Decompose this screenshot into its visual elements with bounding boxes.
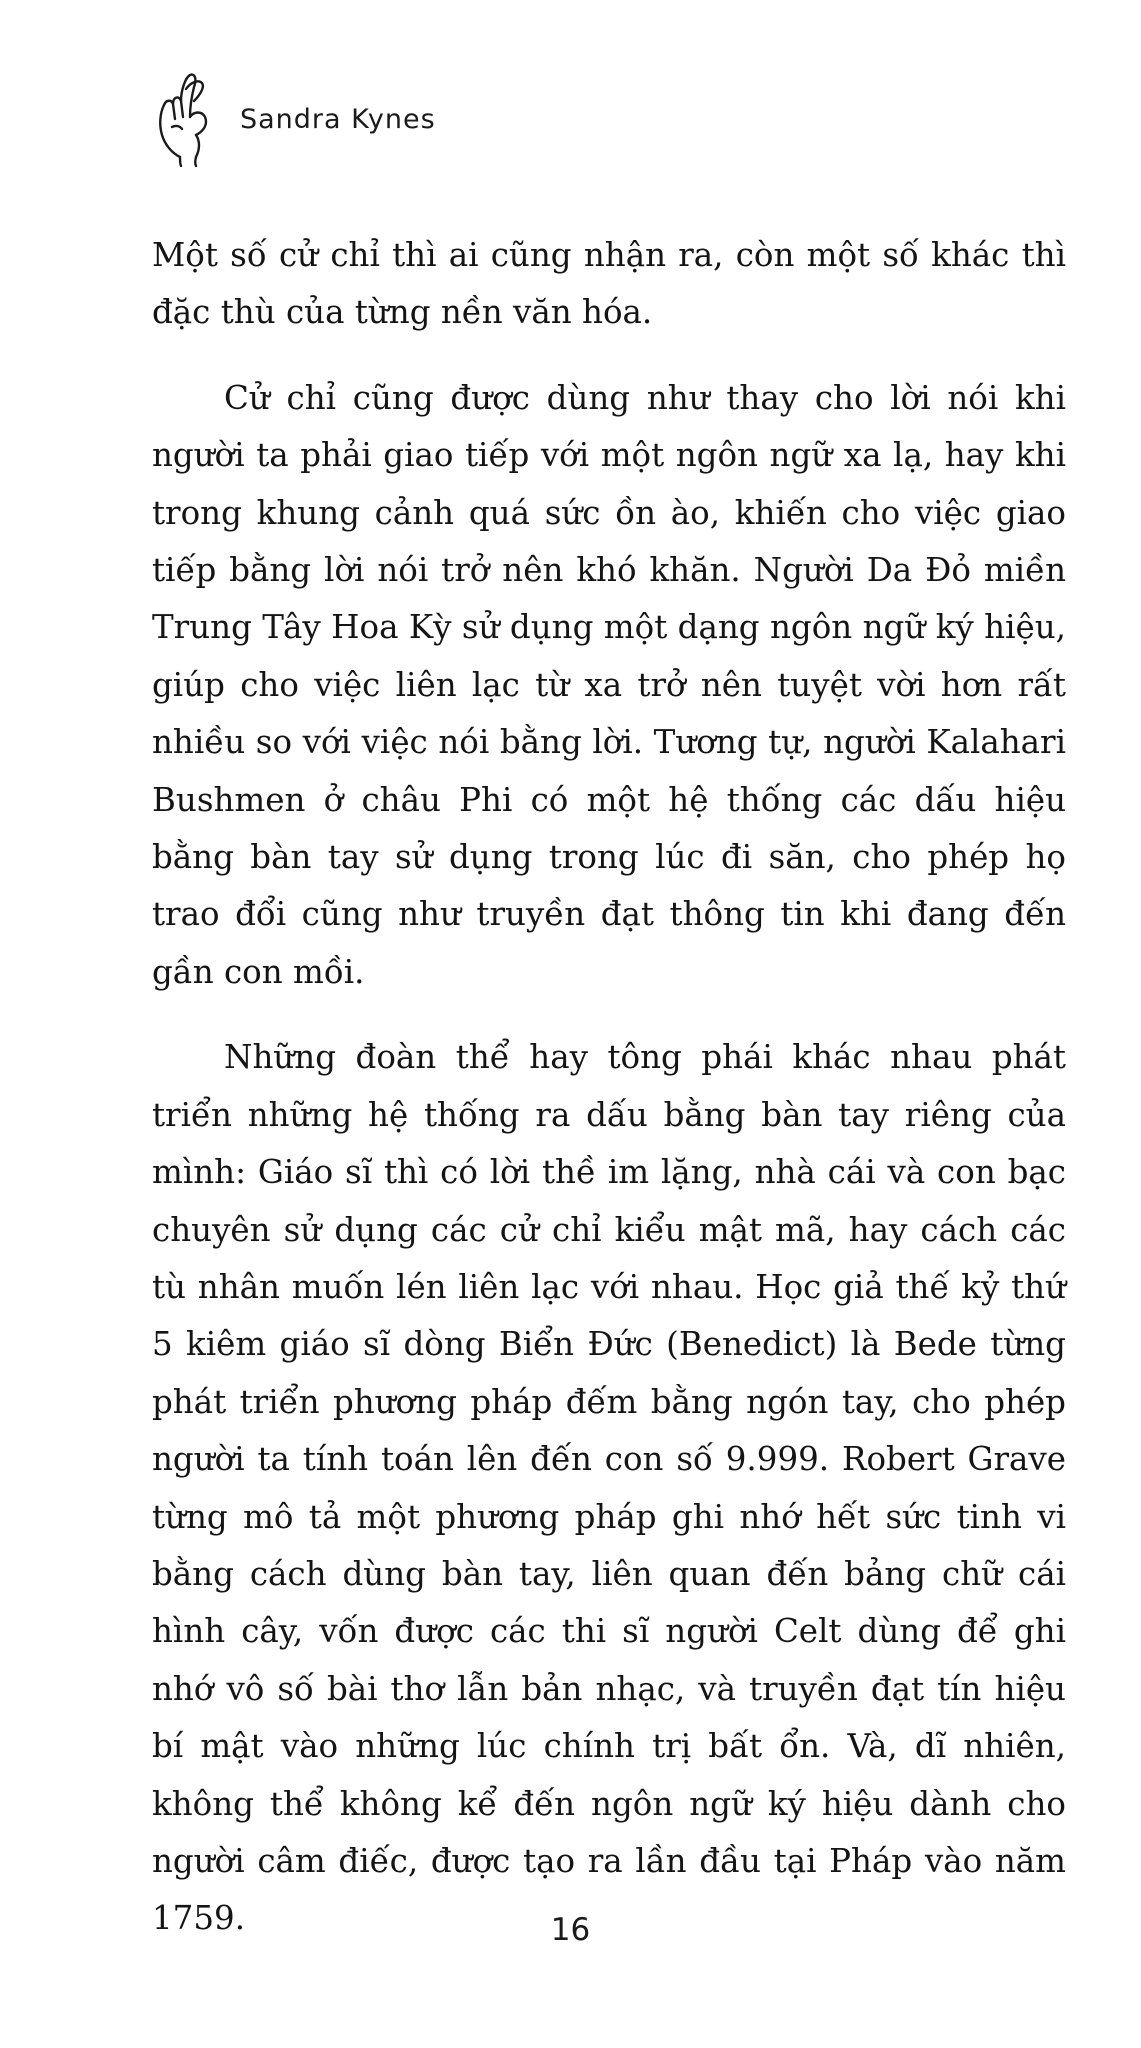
page-number: 16 [550, 1912, 591, 1948]
crossed-fingers-hand-icon [150, 67, 220, 167]
page-body [152, 227, 1066, 1948]
running-header [150, 62, 436, 172]
paragraph: Một số cử chỉ thì ai cũng nhận ra, còn một số khác thì đặc thù của từng nền văn hóa. [152, 236, 1066, 332]
paragraph: Những đoàn thể hay tông phái khác nhau phát triển những hệ thống ra dấu bằng bàn tay riêng của mình: Giáo sĩ thì có lời thề im lặng, nhà cái và con bạc chuyên sử dụng các cử chỉ kiểu mật mã, hay cách các tù nhân muốn lén liên lạc với nhau. Học giả thế kỷ thứ 5 kiêm giáo sĩ dòng Biển Đức (Benedict) là Bede từng phát triển phương pháp đếm bằng ngón tay, cho phép người ta tính toán lên đến con số 9.999. Robert Grave từng mô tả một phương pháp ghi nhớ hết sức tinh vi bằng cách dùng bàn tay, liên quan đến bảng chữ cái hình cây, vốn được các thi sĩ người Celt dùng để ghi nhớ vô số bài thơ lẫn bản nhạc, và truyền đạt tín hiệu bí mật vào những lúc chính trị bất ổn. Và, dĩ nhiên, không thể không kể đến ngôn ngữ ký hiệu dành cho người câm điếc, được tạo ra lần đầu tại Pháp vào năm 1759. [152, 1038, 1066, 1938]
author-name: Sandra Kynes [240, 103, 436, 135]
paragraph: Cử chỉ cũng được dùng như thay cho lời nói khi người ta phải giao tiếp với một ngôn ngữ xa lạ, hay khi trong khung cảnh quá sức ồn ào, khiến cho việc giao tiếp bằng lời nói trở nên khó khăn. Người Da Đỏ miền Trung Tây Hoa Kỳ sử dụng một dạng ngôn ngữ ký hiệu, giúp cho việc liên lạc từ xa trở nên tuyệt vời hơn rất nhiều so với việc nói bằng lời. Tương tự, người Kalahari Bushmen ở châu Phi có một hệ thống các dấu hiệu bằng bàn tay sử dụng trong lúc đi săn, cho phép họ trao đổi cũng như truyền đạt thông tin khi đang đến gần con mồi. [152, 378, 1066, 991]
